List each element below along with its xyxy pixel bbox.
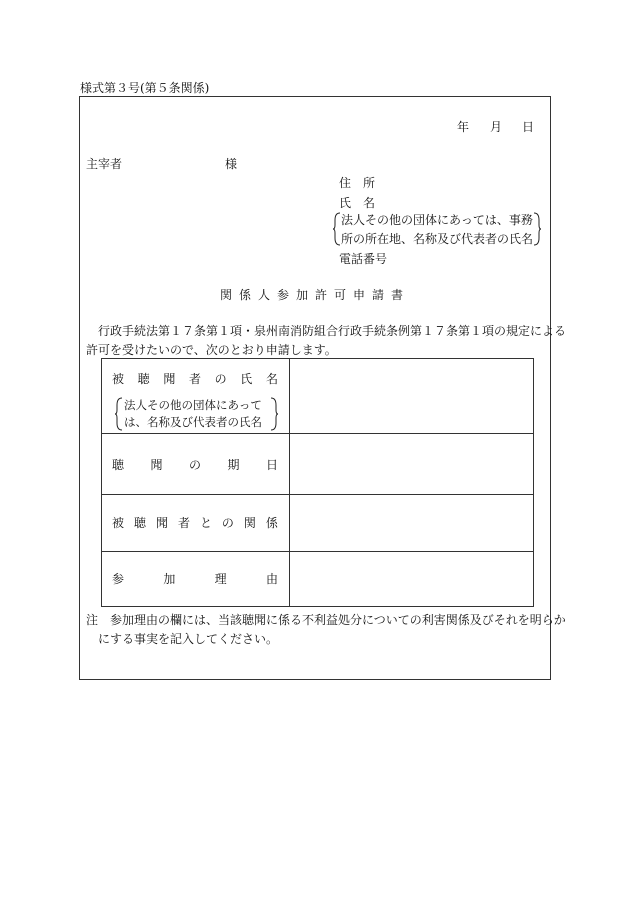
respondent-name-field[interactable] bbox=[290, 359, 533, 433]
label-char: 者 bbox=[177, 516, 190, 530]
application-table bbox=[101, 358, 534, 607]
row-label bbox=[112, 572, 278, 586]
form-title: 関係人参加許可申請書 bbox=[219, 288, 410, 302]
row-label bbox=[112, 372, 278, 386]
label-char: 被 bbox=[112, 516, 125, 530]
label-char: の bbox=[221, 516, 234, 530]
label-char: 理 bbox=[214, 572, 227, 586]
applicant-name-label: 氏 名 bbox=[339, 196, 376, 210]
label-char: 期 bbox=[227, 458, 240, 472]
row-label bbox=[112, 458, 278, 472]
label-char: 由 bbox=[265, 572, 278, 586]
row-note-line1: 法人その他の団体にあって bbox=[124, 398, 262, 412]
label-char: 係 bbox=[265, 516, 278, 530]
table-row bbox=[102, 359, 533, 434]
row-note-line2: は、名称及び代表者の氏名 bbox=[124, 415, 262, 429]
label-char: 聞 bbox=[163, 372, 176, 386]
label-char: 聴 bbox=[133, 516, 146, 530]
label-char: と bbox=[199, 516, 212, 530]
table-label-cell bbox=[102, 552, 290, 606]
addressee-honorific: 様 bbox=[225, 157, 238, 171]
footnote-line2: にする事実を記入してください。 bbox=[98, 632, 279, 646]
hearing-date-field[interactable] bbox=[290, 434, 533, 494]
right-bracket-icon bbox=[533, 212, 541, 246]
table-label-cell bbox=[102, 434, 290, 494]
footnote-line1: 注 参加理由の欄には、当該聴聞に係る不利益処分についての利害関係及びそれを明らか bbox=[86, 613, 566, 627]
label-char: 被 bbox=[112, 372, 125, 386]
date-year-label: 年 bbox=[457, 120, 470, 134]
participation-reason-field[interactable] bbox=[290, 552, 533, 606]
relationship-field[interactable] bbox=[290, 495, 533, 551]
label-char: の bbox=[188, 458, 201, 472]
label-char: 参 bbox=[112, 572, 125, 586]
label-char: 氏 bbox=[240, 372, 253, 386]
table-row bbox=[102, 552, 533, 606]
label-char: の bbox=[214, 372, 227, 386]
body-text-line2: 許可を受けたいので、次のとおり申請します。 bbox=[86, 343, 337, 357]
label-char: 加 bbox=[163, 572, 176, 586]
applicant-corporate-note-line2: 所の所在地、名称及び代表者の氏名 bbox=[341, 232, 534, 246]
date-month-label: 月 bbox=[490, 120, 503, 134]
right-bracket-icon bbox=[270, 397, 278, 431]
applicant-corporate-note-line1: 法人その他の団体にあっては、事務 bbox=[341, 213, 533, 227]
addressee-label: 主宰者 bbox=[86, 157, 123, 171]
table-label-cell bbox=[102, 359, 290, 433]
applicant-address-label: 住 所 bbox=[339, 176, 376, 190]
label-char: 日 bbox=[265, 458, 278, 472]
table-label-cell bbox=[102, 495, 290, 551]
row-label bbox=[112, 516, 278, 530]
date-day-label: 日 bbox=[522, 120, 535, 134]
left-bracket-icon bbox=[333, 212, 341, 246]
label-char: 聴 bbox=[112, 458, 125, 472]
body-text-line1: 行政手続法第１７条第１項・泉州南消防組合行政手続条例第１７条第１項の規定による bbox=[98, 324, 567, 338]
label-char: 関 bbox=[243, 516, 256, 530]
left-bracket-icon bbox=[115, 397, 123, 431]
label-char: 聞 bbox=[150, 458, 163, 472]
form-number-caption: 様式第３号(第５条関係) bbox=[80, 81, 210, 95]
row-note bbox=[124, 397, 262, 431]
label-char: 者 bbox=[188, 372, 201, 386]
label-char: 聞 bbox=[155, 516, 168, 530]
label-char: 名 bbox=[265, 372, 278, 386]
table-row bbox=[102, 434, 533, 495]
label-char: 聴 bbox=[137, 372, 150, 386]
applicant-phone-label: 電話番号 bbox=[339, 252, 388, 266]
table-row bbox=[102, 495, 533, 552]
